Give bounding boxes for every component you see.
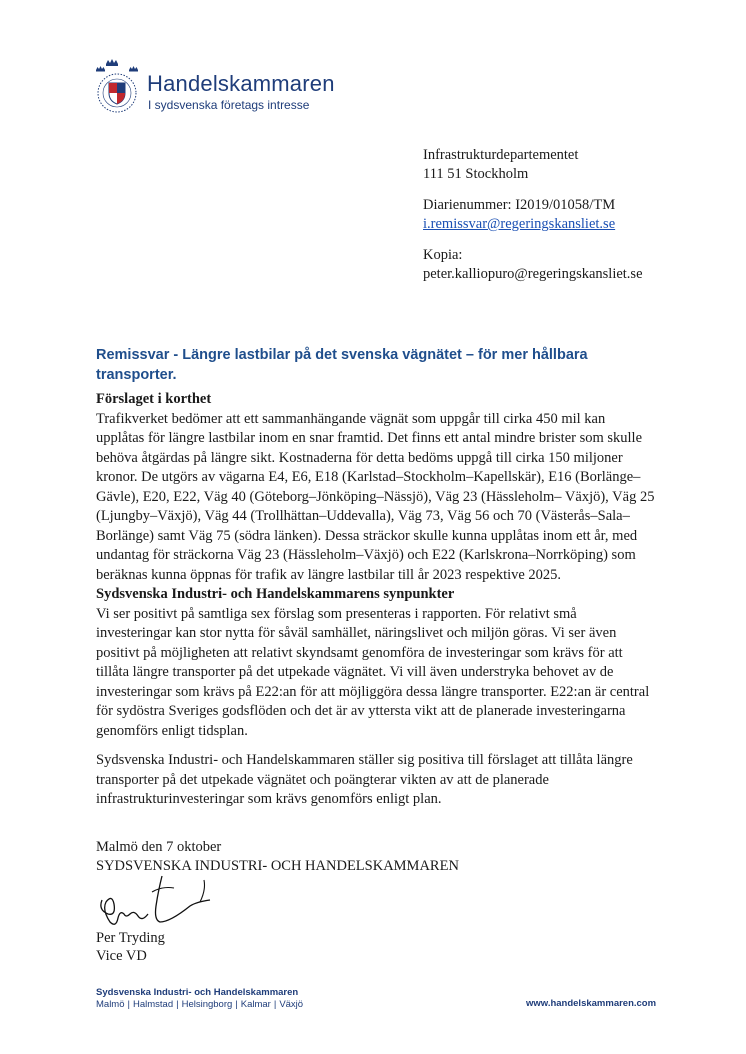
footer-city: Helsingborg [181, 999, 233, 1010]
signer-block [96, 929, 165, 965]
signer-name: Per Tryding [96, 930, 165, 946]
section-paragraph: Sydsvenska Industri- och Handelskammaren ställer sig positiva till förslaget att tillåta längre transporter på det utpekade vägnätet och poängterar vikten av att de planerade infrastrukturinvesteringar som krävs genomförs enligt plan. [96, 752, 633, 807]
footer-city: Växjö [279, 999, 304, 1010]
closing-org: SYDSVENSKA INDUSTRI- OCH HANDELSKAMMAREN [96, 858, 459, 874]
section-heading: Sydsvenska Industri- och Handelskammarens synpunkter [96, 586, 455, 602]
document-body [96, 390, 656, 810]
copy-label: Kopia: [423, 247, 463, 263]
section-paragraph: Vi ser positivt på samtliga sex förslag som presenteras i rapporten. För relativt små investeringar kan stor nytta för såväl samhället, näringslivet och miljön göras. Vi ser även positivt på möjligheten att relativt skyndsamt genomföra de investeringar som krävs för att tillåta längre transporter på det utpekade vägnätet. Vi vill även understryka behovet av de investeringar som krävs på E22:an för att möjliggöra dessa längre transporter. E22:an är central för sydöstra Sveriges godsflöden och det är av yttersta vikt att de planerade investeringarna genomförs enligt tidsplan. [96, 605, 650, 739]
footer-website-link[interactable]: www.handelskammaren.com [526, 998, 657, 1009]
handwritten-signature [92, 870, 232, 934]
logo [92, 58, 335, 118]
org-tagline: I sydsvenska företags intresse [148, 98, 310, 112]
recipient-email-link[interactable]: i.remissvar@regeringskansliet.se [423, 216, 616, 232]
copy-email: peter.kalliopuro@regeringskansliet.se [423, 266, 643, 282]
postal-address: 111 51 Stockholm [423, 166, 529, 182]
signer-title: Vice VD [96, 948, 147, 964]
recipient: Infrastrukturdepartementet [423, 147, 579, 163]
section-paragraph: Trafikverket bedömer att ett sammanhängande vägnät som uppgår till cirka 450 mil kan upplåtas för längre lastbilar inom en snar framtid. Det finns ett antal mindre brister som skulle behöva åtgärdas på längre sikt. Kostnaderna för detta bedöms uppgå till cirka 150 miljoner kronor. De utgörs av vägarna E4, E6, E18 (Karlstad–Stockholm–Kapellskär), E16 (Borlänge–Gävle), E20, E22, Väg 40 (Göteborg–Jönköping–Nässjö), Väg 23 (Hässleholm– Växjö), Väg 25 (Ljungby–Växjö), Väg 44 (Trollhättan–Uddevalla), Väg 73, Väg 56 och 70 (Västerås–Sala–Borlänge) samt Väg 75 (södra länken). Dessa sträckor skulle kunna upplåtas inom ett år, med undantag för sträckorna Väg 23 (Hässleholm–Växjö) och E22 (Karlskrona–Norrköping) som beräknas kunna öppnas för trafik av längre lastbilar till år 2023 respektive 2025. [96, 410, 655, 583]
footer-city: Malmö [96, 999, 125, 1010]
org-name: Handelskammaren [147, 71, 335, 96]
footer-org: Sydsvenska Industri- och Handelskammaren [96, 987, 299, 998]
footer-city: Kalmar [240, 999, 271, 1010]
footer-cities: Malmö | Halmstad | Helsingborg | Kalmar | Växjö [96, 999, 304, 1010]
document-title: Remissvar - Längre lastbilar på det svenska vägnätet – för mer hållbara transporter. [96, 347, 588, 383]
section-heading: Förslaget i korthet [96, 391, 212, 407]
address-block [423, 146, 643, 284]
place-date: Malmö den 7 oktober [96, 839, 222, 855]
footer-address [96, 987, 303, 1011]
crest-emblem-icon [92, 58, 142, 118]
footer-city: Halmstad [132, 999, 174, 1010]
reference-number: Diarienummer: I2019/01058/TM [423, 197, 616, 213]
